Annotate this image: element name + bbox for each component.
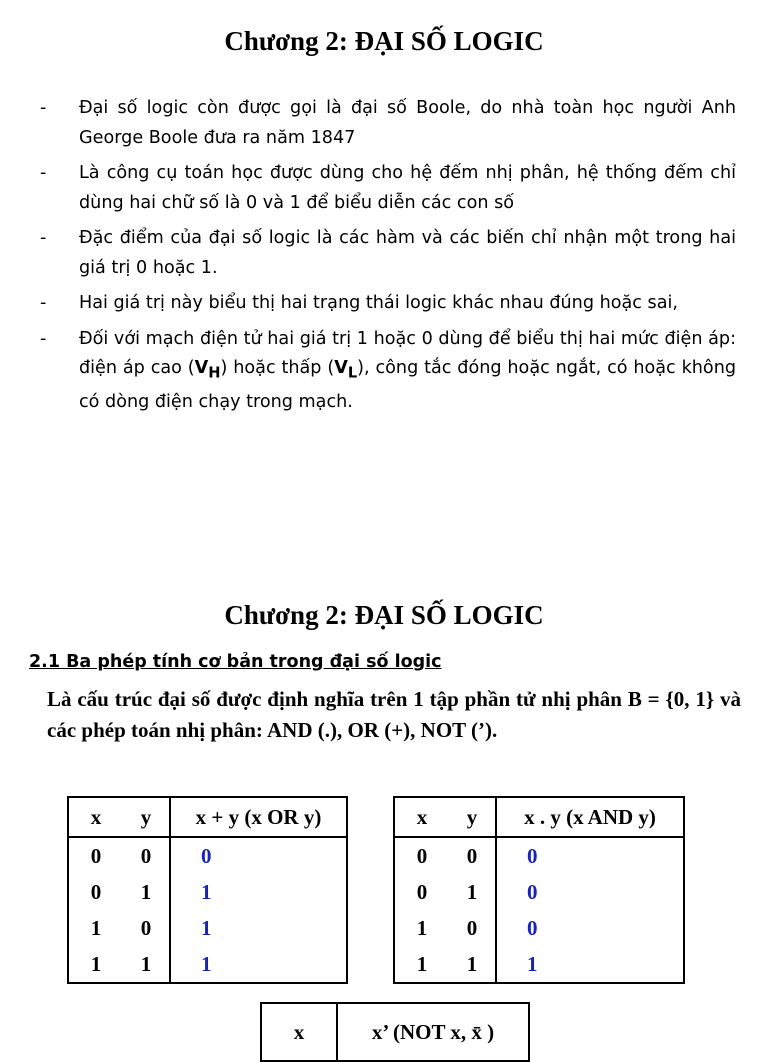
symbol-subscript: L — [347, 364, 358, 382]
table-cell: 0 — [416, 843, 428, 868]
table-cell: 0 — [466, 915, 478, 940]
table-row — [68, 837, 347, 874]
table-cell: 1 — [416, 951, 428, 976]
voltage-high-symbol — [194, 358, 221, 382]
bullet-marker: - — [40, 228, 47, 248]
table-header-row — [68, 797, 347, 837]
result-cell: 1 — [170, 910, 347, 946]
table-cell: 0 — [416, 879, 428, 904]
result-cell: 0 — [496, 910, 684, 946]
text-run: ), công tắc đóng hoặc ngắt, có hoặc không có dòng điện chạy trong mạch. — [79, 358, 737, 413]
column-header: x . y (x AND y) — [496, 797, 684, 837]
result-cell: 0 — [170, 837, 347, 874]
table-cell: 1 — [140, 951, 152, 976]
table-cell: 0 — [90, 843, 102, 868]
table-row — [394, 837, 684, 874]
column-header: x — [394, 797, 449, 837]
page-title: Chương 2: ĐẠI SỐ LOGIC — [224, 600, 544, 630]
bullet-marker: - — [40, 293, 47, 313]
table-row — [68, 946, 347, 983]
table-row — [68, 874, 347, 910]
result-cell: 0 — [496, 837, 684, 874]
table-row — [394, 946, 684, 983]
bullet-marker: - — [40, 98, 47, 118]
symbol-letter: V — [334, 358, 348, 378]
column-header: x — [261, 1003, 337, 1061]
table-cell: 0 — [140, 843, 152, 868]
result-cell: 1 — [170, 874, 347, 910]
table-cell: 0 — [90, 879, 102, 904]
table-row — [394, 910, 684, 946]
table-cell: 1 — [416, 915, 428, 940]
table-header-row — [394, 797, 684, 837]
column-header: x + y (x OR y) — [170, 797, 347, 837]
bullet-text: Đại số logic còn được gọi là đại số Boole, do nhà toàn học người Anh George Boole đưa ra năm 1847 — [79, 98, 736, 148]
list-item — [40, 94, 736, 153]
list-item — [40, 325, 736, 418]
list-item — [40, 224, 736, 283]
table-row — [68, 910, 347, 946]
column-header: y — [449, 797, 496, 837]
table-row — [394, 874, 684, 910]
column-header: y — [123, 797, 170, 837]
or-truth-table — [67, 796, 348, 984]
symbol-subscript: H — [208, 364, 221, 382]
page-title: Chương 2: ĐẠI SỐ LOGIC — [224, 26, 544, 56]
bullet-text — [79, 325, 736, 418]
result-cell: 1 — [496, 946, 684, 983]
column-header: x’ (NOT x, x̄ ) — [337, 1003, 529, 1061]
table-cell: 1 — [140, 879, 152, 904]
symbol-letter: V — [194, 358, 209, 378]
bullet-list — [40, 94, 736, 424]
bullet-text: Là công cụ toán học được dùng cho hệ đếm nhị phân, hệ thống đếm chỉ dùng hai chữ số là 0 và 1 để biểu diễn các con số — [79, 163, 736, 213]
table-cell: 1 — [90, 915, 102, 940]
table-cell: 1 — [466, 879, 478, 904]
list-item — [40, 289, 736, 319]
text-run: ) hoặc thấp ( — [220, 358, 335, 378]
table-cell: 1 — [466, 951, 478, 976]
column-header: x — [68, 797, 123, 837]
bullet-text: Hai giá trị này biểu thị hai trạng thái logic khác nhau đúng hoặc sai, — [79, 293, 678, 313]
bullet-marker: - — [40, 163, 47, 183]
result-cell: 0 — [496, 874, 684, 910]
list-item — [40, 159, 736, 218]
section-heading: 2.1 Ba phép tính cơ bản trong đại số logic — [29, 652, 442, 672]
bullet-text: Đặc điểm của đại số logic là các hàm và các biến chỉ nhận một trong hai giá trị 0 hoặc 1. — [79, 228, 736, 278]
not-truth-table — [260, 1002, 530, 1062]
bullet-marker: - — [40, 328, 47, 349]
and-truth-table — [393, 796, 685, 984]
table-cell: 0 — [466, 843, 478, 868]
table-cell: 0 — [140, 915, 152, 940]
text-run: Đối với mạch điện tử hai giá trị 1 hoặc 0 dùng để biểu thị hai mức điện áp: điện áp cao ( — [79, 328, 736, 378]
voltage-low-symbol — [334, 358, 358, 382]
paragraph: Là cấu trúc đại số được định nghĩa trên 1 tập phần tử nhị phân B = {0, 1} và các phép toán nhị phân: AND (.), OR (+), NOT (’). — [47, 687, 741, 742]
table-header-row — [261, 1003, 529, 1061]
result-cell: 1 — [170, 946, 347, 983]
table-cell: 1 — [90, 951, 102, 976]
